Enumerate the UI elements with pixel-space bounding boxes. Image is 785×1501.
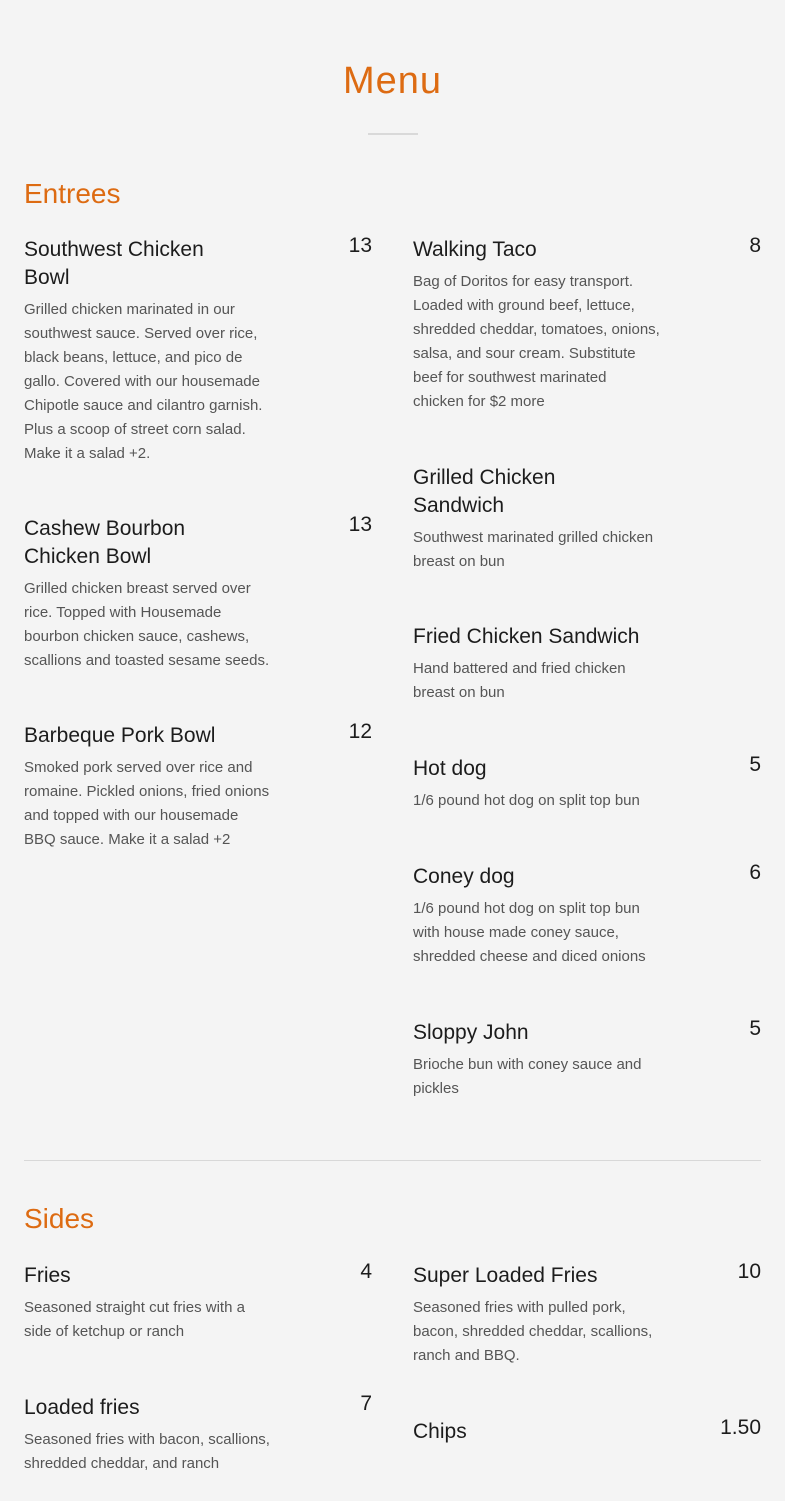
item-name: Chips	[413, 1420, 467, 1443]
menu-item	[413, 1416, 761, 1446]
item-name: Hot dog	[413, 757, 487, 780]
item-name: Loaded fries	[24, 1396, 140, 1419]
item-price: 13	[348, 513, 372, 536]
menu-item	[413, 1260, 761, 1368]
page-title: Menu	[342, 60, 443, 102]
item-price: 10	[737, 1260, 761, 1283]
item-name: Grilled Chicken Sandwich	[413, 466, 556, 517]
menu-item	[413, 861, 761, 969]
item-price: 7	[360, 1392, 372, 1415]
item-name: Cashew Bourbon Chicken Bowl	[24, 517, 186, 568]
item-price: 6	[749, 861, 761, 884]
section-heading-sides: Sides	[24, 1203, 95, 1234]
item-description: Grilled chicken breast served over rice. Topped with Housemade bourbon chicken sauce, cashews, scallions and toasted sesame seeds.	[24, 580, 270, 669]
item-description: Seasoned fries with bacon, scallions, shredded cheddar, and ranch	[24, 1431, 270, 1472]
section-heading-entrees: Entrees	[24, 178, 121, 209]
item-price: 13	[348, 234, 372, 257]
item-name: Fried Chicken Sandwich	[413, 625, 640, 648]
menu-item	[413, 464, 661, 574]
item-name: Coney dog	[413, 865, 515, 888]
menu-item	[413, 234, 761, 414]
item-description: Grilled chicken marinated in our southwest sauce. Served over rice, black beans, lettuce, and pico de gallo. Covered with our housemade Chipotle sauce and cilantro garnish. Plus a scoop of street corn salad. Make it a salad +2.	[24, 301, 263, 462]
item-price: 4	[360, 1260, 372, 1283]
item-name: Barbeque Pork Bowl	[24, 724, 216, 747]
item-name: Southwest Chicken Bowl	[24, 238, 204, 289]
item-price: 12	[348, 720, 372, 743]
item-description: Seasoned fries with pulled pork, bacon, shredded cheddar, scallions, ranch and BBQ.	[413, 1299, 653, 1364]
menu-item	[413, 753, 761, 813]
item-description: Southwest marinated grilled chicken breast on bun	[413, 529, 654, 570]
item-description: 1/6 pound hot dog on split top bun with house made coney sauce, shredded cheese and diced onions	[413, 900, 646, 965]
menu-item	[24, 234, 372, 466]
item-price: 1.50	[720, 1416, 761, 1439]
item-name: Super Loaded Fries	[413, 1264, 598, 1287]
menu-item	[24, 720, 372, 852]
menu-item	[24, 513, 372, 673]
item-name: Fries	[24, 1264, 71, 1287]
menu-item	[413, 1017, 761, 1101]
item-description: Smoked pork served over rice and romaine. Pickled onions, fried onions and topped with our housemade BBQ sauce. Make it a salad +2	[24, 759, 270, 848]
section-divider	[24, 1160, 761, 1161]
item-description: Seasoned straight cut fries with a side of ketchup or ranch	[24, 1299, 245, 1340]
menu-item	[413, 623, 673, 705]
item-name: Sloppy John	[413, 1021, 529, 1044]
item-description: Brioche bun with coney sauce and pickles	[413, 1056, 642, 1097]
item-description: 1/6 pound hot dog on split top bun	[413, 792, 640, 809]
item-description: Bag of Doritos for easy transport. Loaded with ground beef, lettuce, shredded cheddar, tomatoes, onions, salsa, and sour cream. Substitute beef for southwest marinated chicken for $2 more	[413, 273, 660, 410]
item-price: 5	[749, 1017, 761, 1040]
item-description: Hand battered and fried chicken breast on bun	[413, 660, 626, 701]
menu-item	[24, 1392, 372, 1476]
menu-item	[24, 1260, 372, 1344]
title-divider	[368, 133, 418, 135]
item-price: 5	[749, 753, 761, 776]
item-price: 8	[749, 234, 761, 257]
item-name: Walking Taco	[413, 238, 537, 261]
